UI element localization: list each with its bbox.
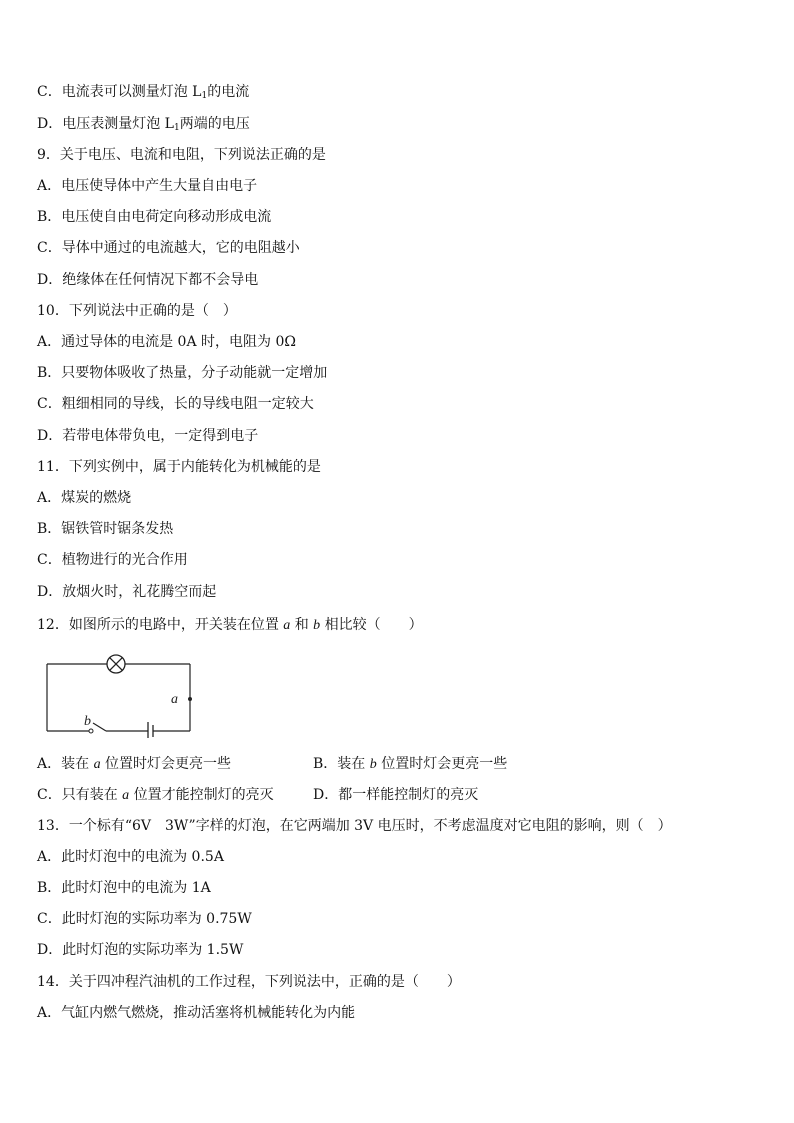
question-10-option-a: A．通过导体的电流是 0A 时，电阻为 0Ω — [37, 334, 296, 350]
question-11-option-b: B．锯铁管时锯条发热 — [37, 521, 174, 537]
question-10-stem: 10．下列说法中正确的是（ ） — [37, 303, 237, 319]
question-9-option-a: A．电压使导体中产生大量自由电子 — [37, 178, 258, 194]
question-14-stem: 14．关于四冲程汽油机的工作过程，下列说法中，正确的是（ ） — [37, 974, 461, 990]
option-text: 两端的电压 — [179, 116, 250, 132]
option-text: 位置才能控制灯的亮灭 — [129, 787, 274, 803]
question-14-option-a: A．气缸内燃气燃烧，推动活塞将机械能转化为内能 — [37, 1005, 356, 1021]
variable-a: a — [283, 618, 291, 633]
option-text: A．装在 — [37, 756, 94, 772]
subscript: 1 — [173, 123, 180, 133]
question-11-stem: 11．下列实例中，属于内能转化为机械能的是 — [37, 459, 321, 475]
option-text: 位置时灯会更亮一些 — [100, 756, 232, 772]
question-13-option-c: C．此时灯泡的实际功率为 0.75W — [37, 911, 252, 927]
question-12-option-a — [37, 754, 231, 774]
question-10-option-d: D．若带电体带负电，一定得到电子 — [37, 428, 259, 444]
variable-b: b — [369, 757, 377, 772]
circuit-diagram — [40, 652, 200, 738]
question-11-option-a: A．煤炭的燃烧 — [37, 490, 132, 506]
option-text: C．只有装在 — [37, 787, 123, 803]
question-13-option-b: B．此时灯泡中的电流为 1A — [37, 880, 211, 896]
stem-text: 和 — [290, 617, 314, 633]
question-12-option-d: D．都一样能控制灯的亮灭 — [313, 787, 479, 803]
question-13-stem: 13．一个标有“6V 3W”字样的灯泡，在它两端加 3V 电压时，不考虑温度对它电阻的影响，则（ ） — [37, 818, 672, 834]
question-10-option-b: B．只要物体吸收了热量，分子动能就一定增加 — [37, 365, 328, 381]
question-12-option-b — [313, 754, 507, 774]
option-text: B．装在 — [313, 756, 370, 772]
question-9-option-d: D．绝缘体在任何情况下都不会导电 — [37, 272, 259, 288]
question-11-option-d: D．放烟火时，礼花腾空而起 — [37, 584, 217, 600]
option-text: 的电流 — [207, 84, 250, 100]
node-a-label: a — [171, 692, 178, 707]
battery-icon — [148, 722, 153, 738]
stem-text: 相比较（ ） — [320, 617, 423, 633]
option-text: 位置时灯会更亮一些 — [376, 756, 508, 772]
question-13-option-d: D．此时灯泡的实际功率为 1.5W — [37, 942, 244, 958]
lamp-icon — [107, 655, 125, 673]
option-text: D．电压表测量灯泡 L — [37, 116, 174, 132]
question-12-stem — [37, 615, 423, 635]
subscript: 1 — [201, 91, 208, 101]
question-9-stem: 9．关于电压、电流和电阻，下列说法正确的是 — [37, 147, 326, 163]
variable-a: a — [122, 788, 130, 803]
question-12-option-c — [37, 785, 274, 805]
question-9-option-b: B．电压使自由电荷定向移动形成电流 — [37, 209, 272, 225]
node-a-dot — [188, 697, 192, 701]
switch-icon — [89, 723, 106, 733]
question-13-option-a: A．此时灯泡中的电流为 0.5A — [37, 849, 224, 865]
variable-b: b — [313, 618, 321, 633]
switch-b-label: b — [84, 714, 91, 729]
option-c-ammeter — [37, 82, 249, 102]
question-9-option-c: C．导体中通过的电流越大，它的电阻越小 — [37, 240, 300, 256]
question-10-option-c: C．粗细相同的导线，长的导线电阻一定较大 — [37, 396, 314, 412]
option-text: C．电流表可以测量灯泡 L — [37, 84, 202, 100]
variable-a: a — [93, 757, 101, 772]
question-11-option-c: C．植物进行的光合作用 — [37, 552, 188, 568]
option-d-voltmeter — [37, 114, 250, 134]
stem-text: 12．如图所示的电路中，开关装在位置 — [37, 617, 284, 633]
